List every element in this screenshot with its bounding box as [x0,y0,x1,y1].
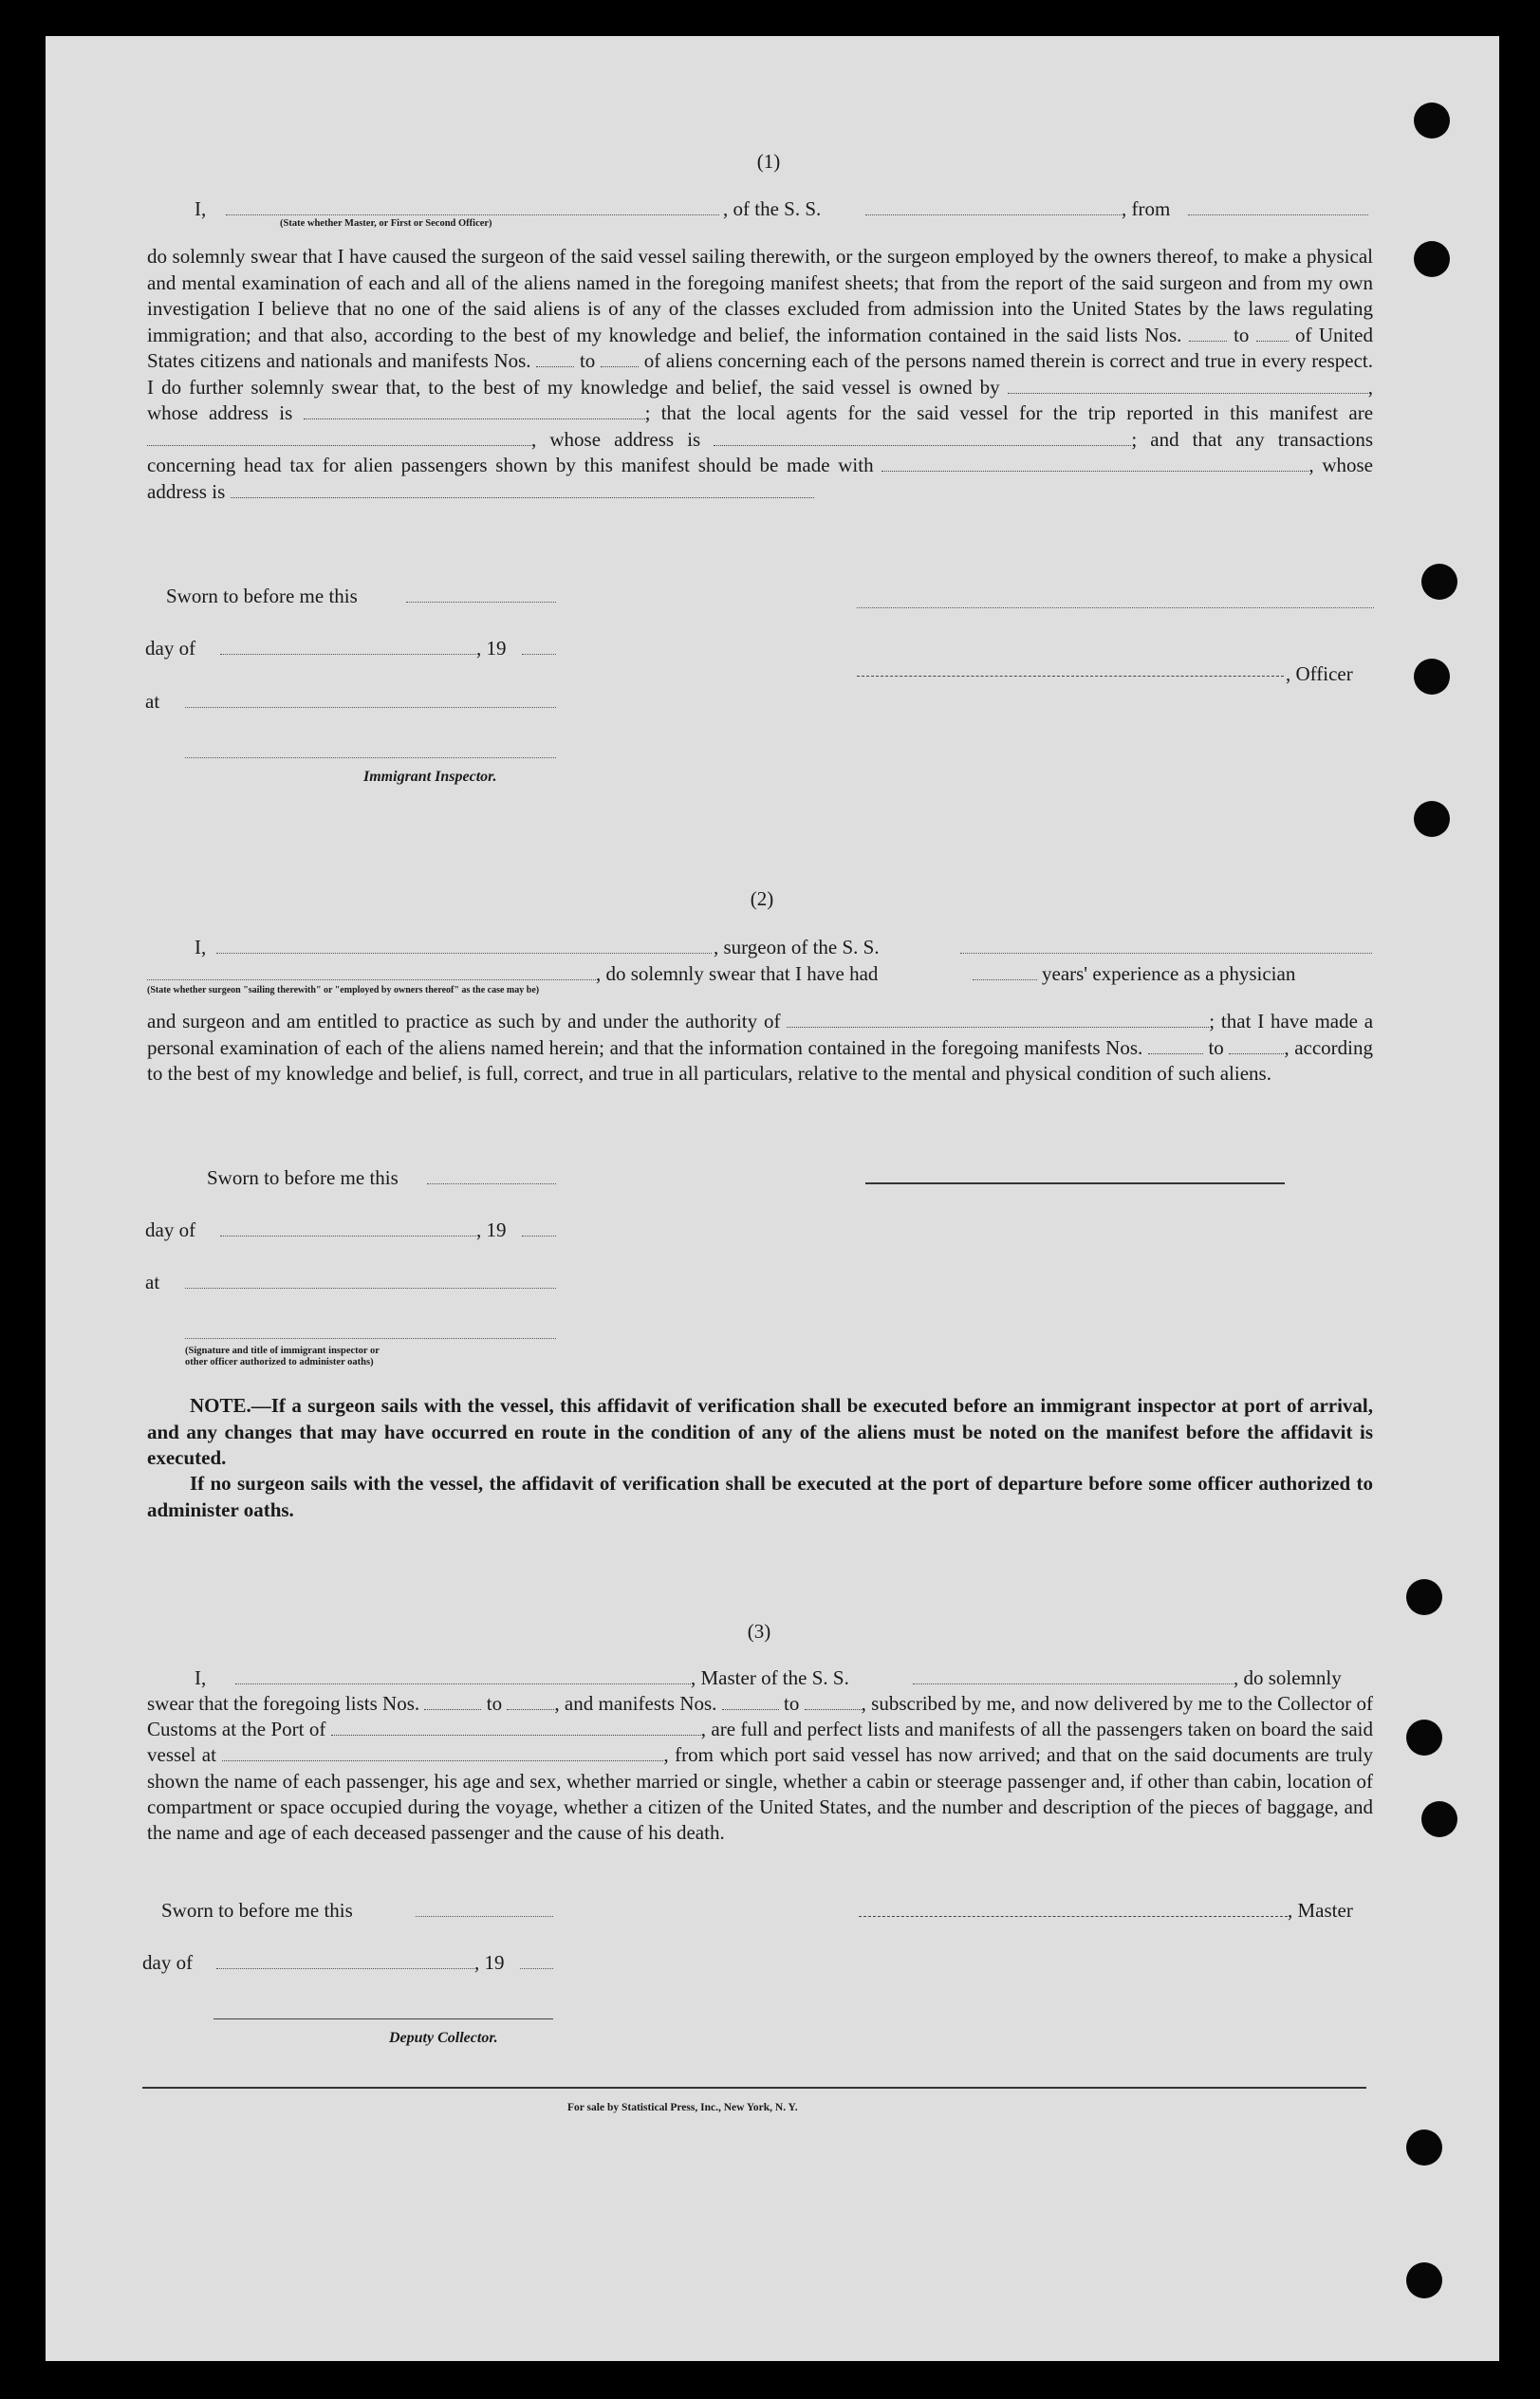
s1-from: , from [1122,197,1171,220]
s2-sworn-label: Sworn to before me this [207,1166,399,1189]
s3-day-of-label: day of [142,1951,194,1974]
s2-body-text-1: and surgeon and am entitled to practice as such by and under the authority of [147,1010,781,1032]
s2-sig-hint-1: (Signature and title of immigrant inspector or [185,1346,380,1356]
s2-year-label: , 19 [476,1218,507,1241]
s1-officer-hint: (State whether Master, or First or Second Officer) [280,218,492,229]
s1-owner-field[interactable] [1008,378,1368,394]
s1-body-text-2: of United States citizens and nationals and manifests Nos. [147,323,1373,372]
s1-lists-from-field[interactable] [1189,325,1227,342]
s2-note-2: If no surgeon sails with the vessel, the affidavit of verification shall be executed at the port of departure before some officer authorized to administer oaths. [147,1472,1373,1521]
s3-to-2: to [784,1692,800,1715]
s3-subscribed: , subscribed by me, and now [861,1692,1089,1715]
binder-hole-5 [1414,801,1450,837]
s2-years: years' experience as a physician [1042,962,1296,985]
s1-at-field[interactable] [185,707,556,708]
s1-officer-label: , Officer [1286,662,1353,685]
s1-sworn-field[interactable] [406,602,556,603]
binder-hole-2 [1414,241,1450,277]
s2-name-field[interactable] [216,953,712,954]
s3-deputy-label: Deputy Collector. [389,2030,498,2046]
s1-inspector-line[interactable] [185,757,556,758]
s3-lists-from-field[interactable] [424,1694,481,1710]
s3-port-field[interactable] [331,1720,701,1736]
binder-hole-4 [1414,659,1450,695]
s1-i-label: I, [195,197,207,220]
s3-master-sign-line[interactable] [859,1916,1288,1917]
s1-sign-line-1[interactable] [857,607,1374,608]
s1-day-of-label: day of [145,637,196,660]
s3-sworn-label: Sworn to before me this [161,1899,353,1922]
footer-imprint: For sale by Statistical Press, Inc., New York, N. Y. [567,2102,798,2113]
s2-at-field[interactable] [185,1288,556,1289]
s2-year-field[interactable] [522,1236,556,1237]
s1-owner-address-field[interactable] [304,403,645,419]
binder-hole-9 [1406,2129,1442,2166]
s3-year-label: , 19 [474,1951,505,1974]
s1-manifests-to-field[interactable] [601,351,639,367]
s2-body-text-2: that I have made a personal examination of each of the aliens named herein; and that the information contained in the foregoing manifests Nos. [147,1010,1374,1059]
s1-body-paragraph [147,244,1373,505]
s2-surgeon-of: , surgeon of the S. S. [714,936,880,958]
s1-name-field[interactable] [226,214,719,215]
s2-sig-hint-2: other officer authorized to administer oaths) [185,1357,374,1367]
s2-note-1: NOTE.—If a surgeon sails with the vessel, this affidavit of verification shall be executed before an immigrant inspector at port of arrival, and any changes that may have occurred en route in the condition of any of the aliens must be noted on the manifest before the affidavit is executed. [147,1394,1373,1469]
s2-vessel-field[interactable] [960,953,1372,954]
s1-body-text-1: do solemnly swear that I have caused the surgeon of the said vessel sailing therewith, or the surgeon employed by the owners thereof, to make a physical and mental examination of each and all of the aliens named in the foregoing manifest sheets; that from the report of the said surgeon and from my own investigation I believe that no one of the said aliens is of any of the classes excluded from admission into the United States by the laws regulating immigration; and that also, according to the best of my knowledge and belief, the information contained in the said lists Nos. [147,245,1373,346]
s3-deputy-line[interactable] [213,2018,553,2019]
s1-of-ss: , of the S. S. [723,197,822,220]
s1-body-text-5: whose address is [549,427,701,451]
s3-body-text-3: manifests of all the passengers taken on board the said vessel at [147,1718,1374,1767]
s1-to-2: to [579,349,596,372]
s1-semi-1: ; [644,401,651,424]
binder-hole-8 [1421,1801,1457,1837]
s1-inspector-label: Immigrant Inspector. [363,769,497,785]
binder-hole-6 [1406,1579,1442,1615]
footer-rule [142,2087,1366,2089]
s3-i-label: I, [195,1666,207,1689]
s3-lists-to-field[interactable] [507,1694,554,1710]
s2-day-of-label: day of [145,1218,196,1241]
s3-day-field[interactable] [216,1968,474,1969]
s3-name-field[interactable] [235,1683,691,1684]
s3-to-1: to [486,1692,503,1715]
section-1-number: (1) [756,150,781,173]
s3-full-perfect: , are full and perfect lists and [700,1718,934,1741]
s1-body-text-3: of aliens concerning each of the persons named therein is correct and true in every respect. I do further solemnly swear that, to the best of my knowledge and belief, the said vessel is owned by [147,349,1373,399]
s3-from-which: , from which [663,1743,769,1767]
binder-hole-3 [1421,564,1457,600]
s1-body-text-6: ; and that any transactions concerning head tax for alien passengers shown by this manifest should be made with [147,427,1374,476]
s1-body-text-4: that the local agents for the said vessel for the trip reported in this manifest are [660,401,1374,424]
s2-at-label: at [145,1271,160,1293]
s1-year-label: , 19 [476,637,507,660]
s2-authority-field[interactable] [787,1012,1209,1028]
s1-at-label: at [145,690,160,713]
s2-sworn-field[interactable] [427,1183,556,1184]
s3-master-of: , Master of the S. S. [691,1666,849,1689]
s1-headtax-field[interactable] [881,456,1308,472]
s2-manifests-to-field[interactable] [1229,1038,1284,1054]
s3-body-text-2: delivered by me to the Collector of Customs at the Port of [147,1692,1374,1741]
s2-body-paragraph [147,1009,1373,1088]
s3-and-manifests: , and manifests Nos. [554,1692,717,1715]
s2-semi: ; [1209,1010,1215,1032]
s2-i-label: I, [195,936,207,958]
s3-vessel-field[interactable] [913,1683,1234,1684]
s1-agents-field[interactable] [147,430,531,446]
s1-whose-address: , whose address is [147,375,1374,424]
s1-to-1: to [1234,323,1250,346]
s1-agents-address-field[interactable] [714,430,1131,446]
s2-body-text-3: , according to the best of my knowledge and belief, is full, correct, and true in all particulars, relative to the mental and physical condition of such aliens. [147,1035,1374,1085]
s2-years-field[interactable] [973,979,1037,980]
s3-body-text-4: port said vessel has now arrived; and that on the said documents are truly shown the name of each passenger, his age and sex, whether married or single, whether a cabin or steerage passenger and, if other than cabin, location of compartment or space occupied during the voyage, whether a citizen of the United States, and the number and description of the pieces of baggage, and the name and age of each deceased passenger and the cause of his death. [147,1743,1373,1845]
s3-departure-field[interactable] [222,1745,663,1761]
section-2-number: (2) [750,887,774,910]
s2-surgeon-sign-line[interactable] [865,1182,1285,1184]
s1-sworn-label: Sworn to before me this [166,585,358,607]
s3-manifests-to-field[interactable] [805,1694,862,1710]
s2-solemnly: , do solemnly swear that I have had [596,962,879,985]
s2-officer-sign-line[interactable] [185,1338,556,1339]
s3-body-text-1: swear that the foregoing lists Nos. [147,1692,420,1715]
s2-day-field[interactable] [220,1236,476,1237]
s3-manifests-from-field[interactable] [722,1694,779,1710]
section-3-number: (3) [747,1620,771,1643]
binder-hole-10 [1406,2262,1442,2298]
s1-vessel-field[interactable] [865,214,1122,215]
s1-from-field[interactable] [1188,214,1368,215]
s2-capacity-field[interactable] [147,979,596,980]
s1-manifests-from-field[interactable] [536,351,574,367]
s3-do-solemnly: , do solemnly [1234,1666,1342,1689]
s2-to: to [1208,1035,1224,1059]
s2-manifests-from-field[interactable] [1148,1038,1203,1054]
s1-headtax-address-field[interactable] [231,482,814,498]
s2-capacity-hint: (State whether surgeon "sailing therewith" or "employed by owners thereof" as the case may be) [147,985,540,995]
s1-day-field[interactable] [220,654,476,655]
binder-hole-7 [1406,1720,1442,1756]
s3-body-paragraph [147,1691,1373,1846]
s1-officer-line[interactable] [857,676,1284,677]
binder-hole-1 [1414,102,1450,139]
s1-whose-address-2: , whose address is [147,454,1374,503]
s3-year-field[interactable] [520,1968,553,1969]
s1-comma-1: , [531,427,537,451]
s3-master-label: , Master [1288,1899,1353,1922]
s1-lists-to-field[interactable] [1256,325,1289,342]
s1-year-field[interactable] [522,654,556,655]
s3-sworn-field[interactable] [416,1916,553,1917]
